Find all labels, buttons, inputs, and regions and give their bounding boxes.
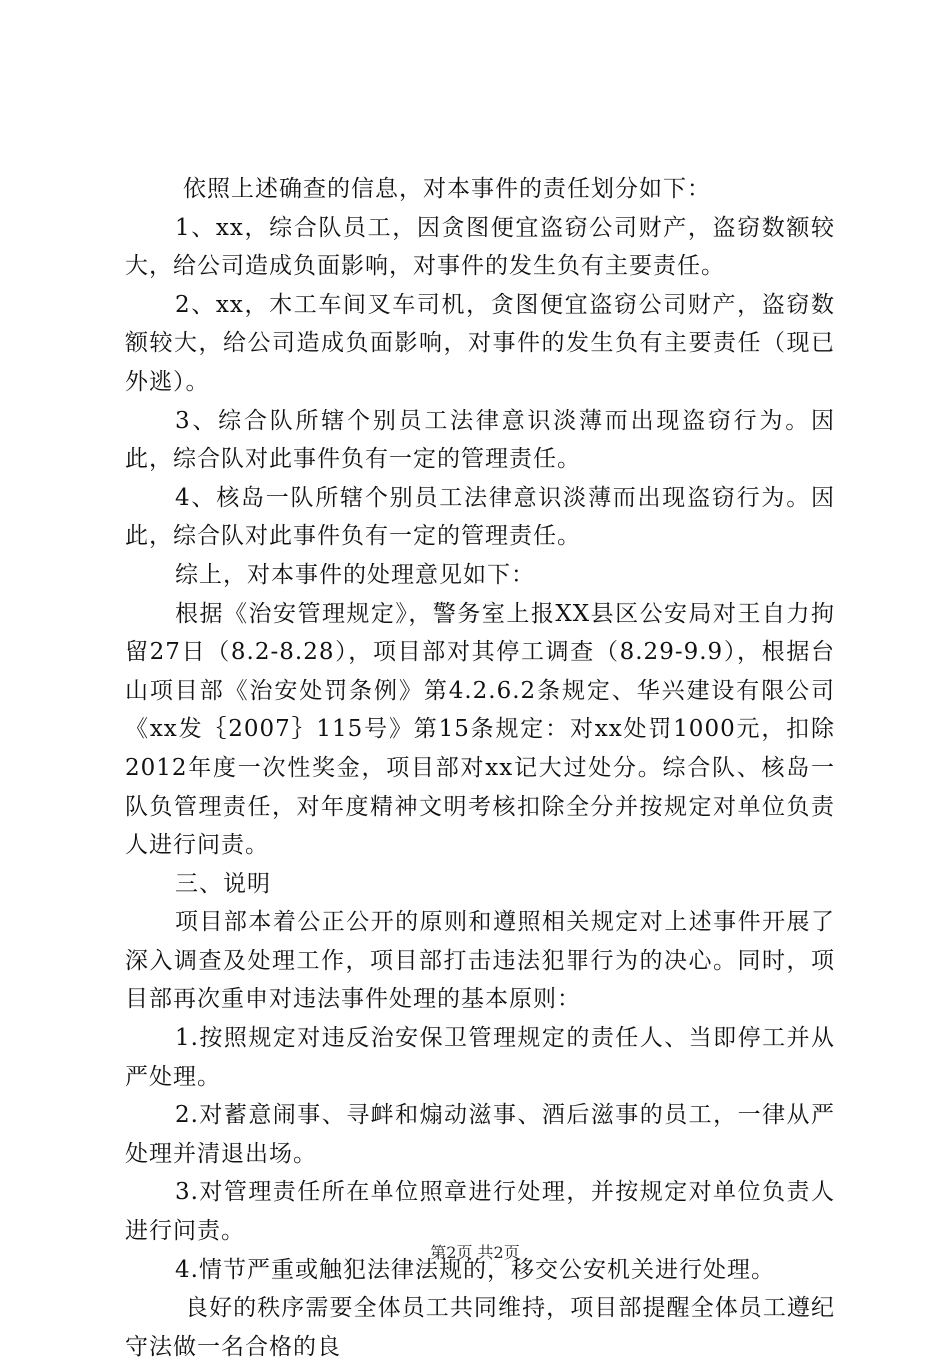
paragraph-responsibility-intro: 依照上述确查的信息，对本事件的责任划分如下： [183, 176, 711, 202]
page-number-footer: 第2页 共2页 [430, 1243, 520, 1262]
paragraph-responsibility-3: 3、综合队所辖个别员工法律意识淡薄而出现盗窃行为。因此，综合队对此事件负有一定的管理责任。 [125, 407, 835, 473]
paragraph-responsibility-4: 4、核岛一队所辖个别员工法律意识淡薄而出现盗窃行为。因此，综合队对此事件负有一定的管理责任。 [125, 484, 835, 550]
paragraph-responsibility-1: 1、xx，综合队员工，因贪图便宜盗窃公司财产，盗窃数额较大，给公司造成负面影响，对事件的发生负有主要责任。 [125, 214, 835, 280]
paragraph-explanation: 项目部本着公正公开的原则和遵照相关规定对上述事件开展了深入调查及处理工作，项目部打击违法犯罪行为的决心。同时，项目部再次重申对违法事件处理的基本原则： [125, 909, 835, 1013]
section-heading-explanation: 三、说明 [175, 870, 271, 897]
paragraph-responsibility-2: 2、xx，木工车间叉车司机，贪图便宜盗窃公司财产，盗窃数额较大，给公司造成负面影响，对事件的发生负有主要责任（现已外逃）。 [125, 291, 835, 395]
paragraph-handling-intro: 综上，对本事件的处理意见如下： [175, 561, 535, 588]
principle-item-1: 1.按照规定对违反治安保卫管理规定的责任人、当即停工并从严处理。 [125, 1025, 835, 1090]
principle-item-3: 3.对管理责任所在单位照章进行处理，并按规定对单位负责人进行问责。 [125, 1179, 835, 1245]
principle-item-4: 4.情节严重或触犯法律法规的，移交公安机关进行处理。 [175, 1256, 775, 1283]
document-body [125, 170, 835, 1366]
paragraph-closing: 良好的秩序需要全体员工共同维持，项目部提醒全体员工遵纪守法做一名合格的良 [125, 1295, 835, 1360]
paragraph-handling-details: 根据《治安管理规定》，警务室上报XX县区公安局对王自力拘留27日（8.2-8.28），项目部对其停工调查（8.29-9.9），根据台山项目部《治安处罚条例》第4.2.6.2条规定、华兴建设有限公司《xx发｛2007｝115号》第15条规定：对xx处罚1000元，扣除2012年度一次性奖金，项目部对xx记大过处分。综合队、核岛一队负管理责任，对年度精神文明考核扣除全分并按规定对单位负责人进行问责。 [125, 600, 835, 859]
principle-item-2: 2.对蓄意闹事、寻衅和煽动滋事、酒后滋事的员工，一律从严处理并清退出场。 [125, 1102, 835, 1167]
